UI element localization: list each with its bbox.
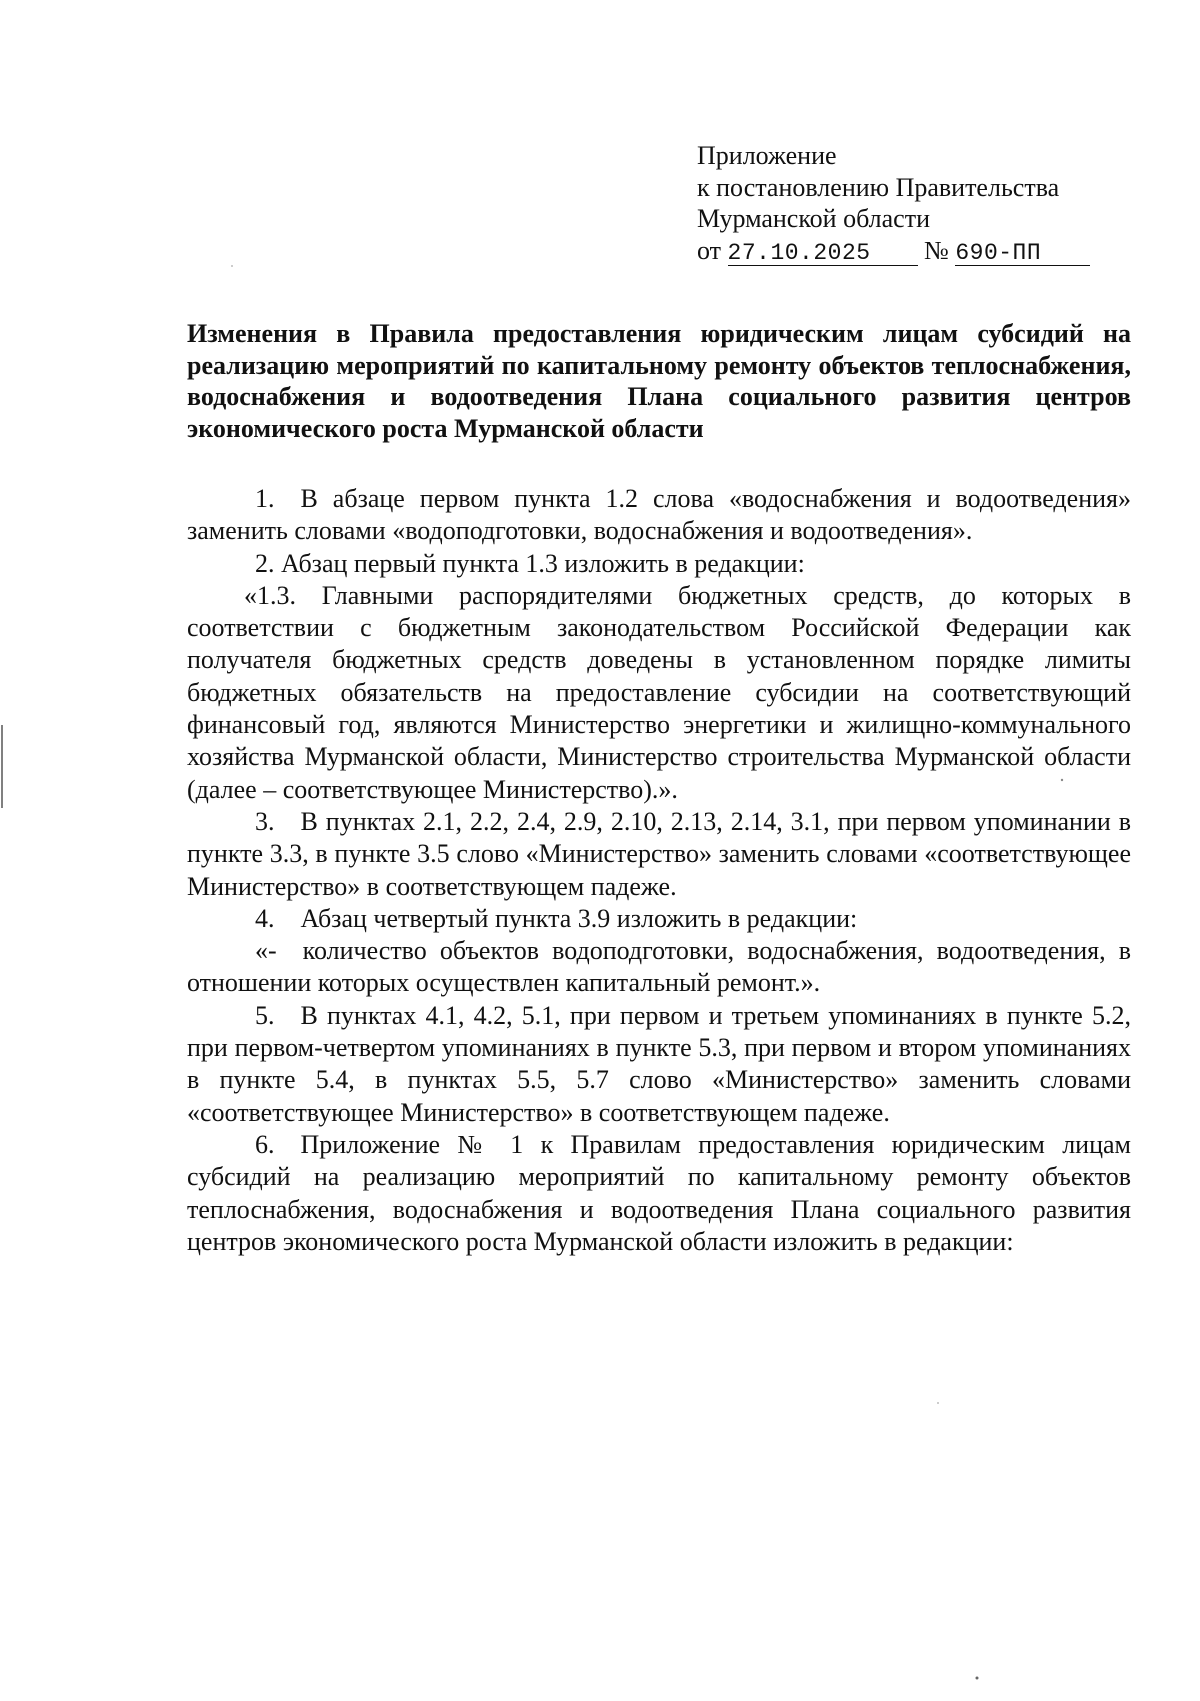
paragraph-6: 6. Приложение № 1 к Правилам предоставления юридическим лицам субсидий на реализацию мероприятий по капитальному ремонту объектов теплоснабжения, водоснабжения и водоотведения Плана социального развития центров экономического роста Мурманской области изложить в редакции: [187,1129,1131,1256]
scan-speck [937,1402,939,1404]
approval-line-3: Мурманской области [697,204,930,233]
approval-stamp [697,140,1137,266]
approval-date-line [697,235,1137,267]
approval-line-2: к постановлению Правительства [697,172,1060,202]
scan-speck [231,265,233,267]
document-title: Изменения в Правила предоставления юридическим лицам субсидий на реализацию мероприятий по капитальному ремонту объектов теплоснабжения, водоснабжения и водоотведения Плана социального развития центров экономического роста Мурманской области [187,319,1131,443]
paragraph-2: 2. Абзац первый пункта 1.3 изложить в редакции: [255,548,805,578]
resolution-number: 690-ПП [955,241,1090,266]
resolution-date: 27.10.2025 [728,241,918,266]
paragraph-4: 4. Абзац четвертый пункта 3.9 изложить в редакции: [255,903,858,933]
approval-line-1: Приложение [697,141,837,170]
paragraph-1: 1. В абзаце первом пункта 1.2 слова «водоснабжения и водоотведения» заменить словами «водоподготовки, водоснабжения и водоотведения». [187,484,1131,546]
document-body [187,483,1131,1258]
scan-speck [976,1677,979,1680]
paragraph-4-quote: «- количество объектов водоподготовки, водоснабжения, водоотведения, в отношении которых осуществлен капитальный ремонт.». [187,936,1131,998]
paragraph-5: 5. В пунктах 4.1, 4.2, 5.1, при первом и третьем упоминаниях в пункте 5.2, при первом-четвертом упоминаниях в пункте 5.3, при первом и втором упоминаниях в пункте 5.4, в пунктах 5.5, 5.7 слово «Министерство» заменить словами «соответствующее Министерство» в соответствующем падеже. [187,1000,1131,1127]
number-prefix: № [924,235,949,265]
paragraph-2-quote: «1.3. Главными распорядителями бюджетных средств, до которых в соответствии с бюджетным законодательством Российской Федерации как получателя бюджетных средств доведены в установленном порядке лимиты бюджетных обязательств на предоставление субсидии на соответствующий финансовый год, являются Министерство энергетики и жилищно-коммунального хозяйства Мурманской области, Министерство строительства Мурманской области (далее – соответствующее Министерство).». [187,580,1131,804]
date-prefix: от [697,235,722,265]
paragraph-3: 3. В пунктах 2.1, 2.2, 2.4, 2.9, 2.10, 2.13, 2.14, 3.1, при первом упоминании в пункте 3.3, в пункте 3.5 слово «Министерство» заменить словами «соответствующее Министерство» в соответствующем падеже. [187,806,1131,901]
